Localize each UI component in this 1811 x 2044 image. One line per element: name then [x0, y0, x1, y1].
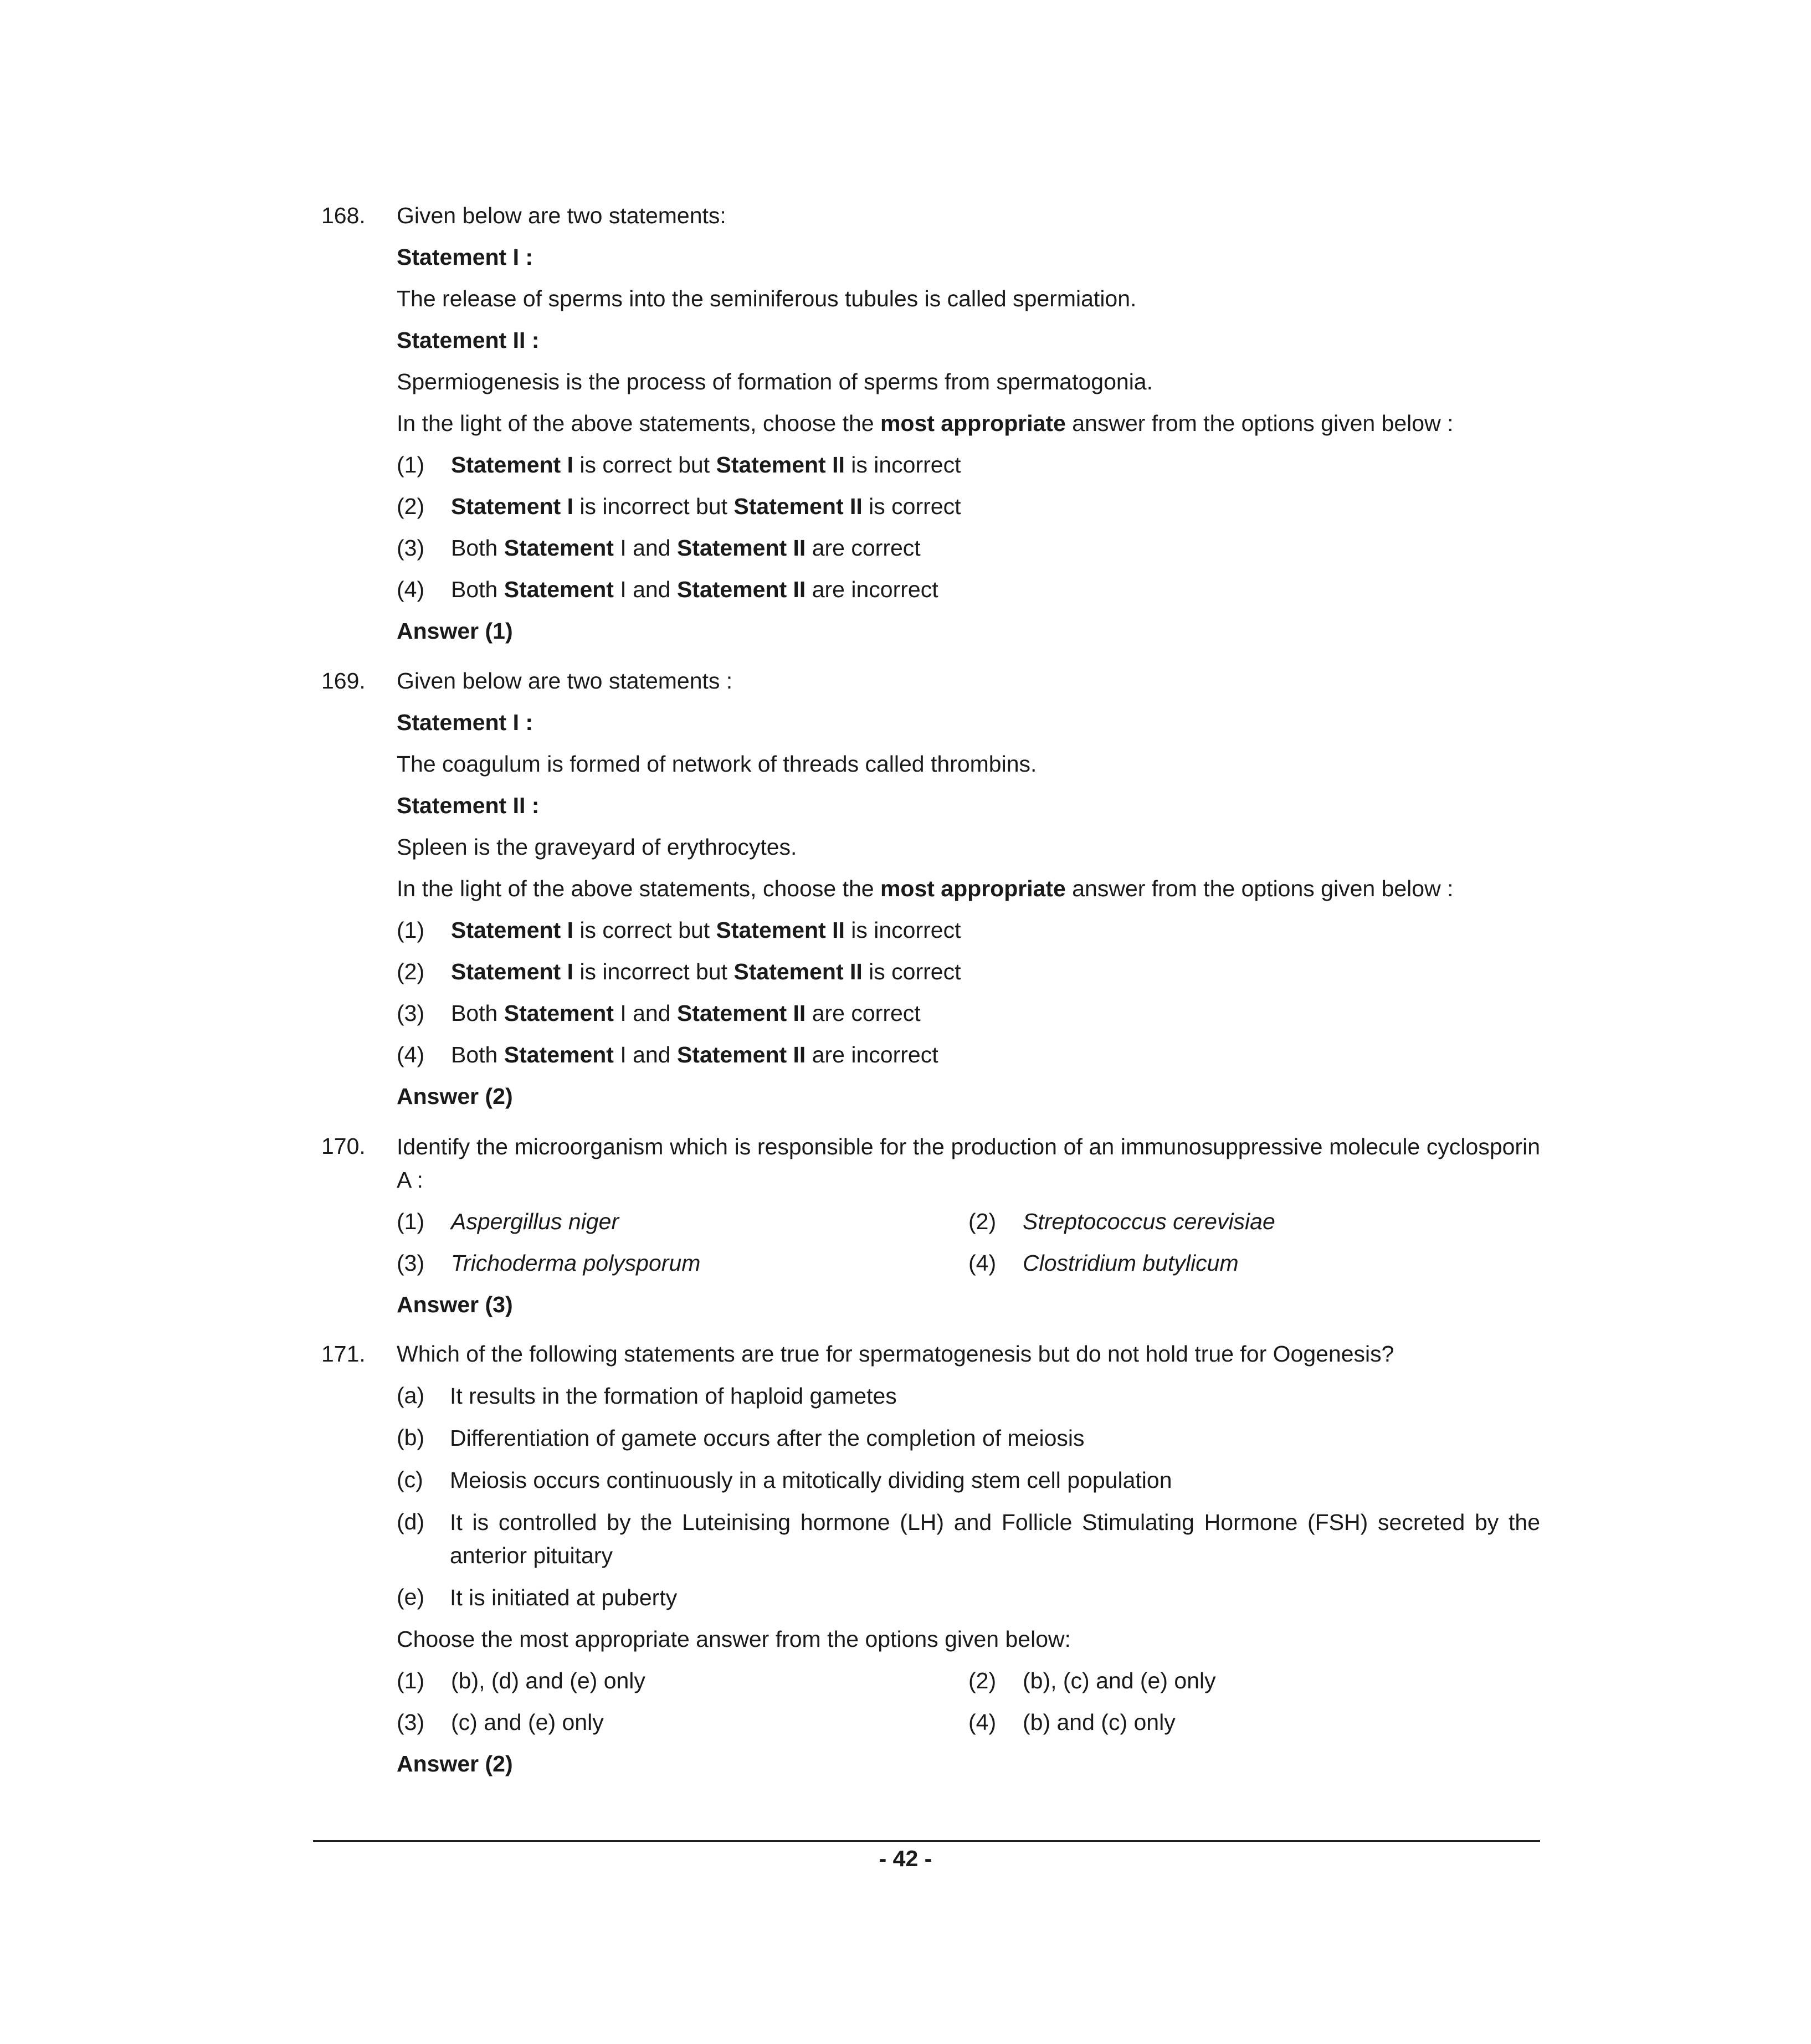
- statement-1-text: The release of sperms into the seminiferous tubules is called spermiation.: [397, 286, 1137, 311]
- option-4: (4) (b) and (c) only: [968, 1709, 1176, 1735]
- option-4: (4) Both Statement I and Statement II are incorrect: [397, 577, 938, 602]
- footer-divider: [313, 1840, 1540, 1842]
- question-169: [321, 660, 1540, 1117]
- statement-1-text: The coagulum is formed of network of threads called thrombins.: [397, 751, 1037, 777]
- question-168: [321, 195, 1540, 652]
- option-2: (2) Statement I is incorrect but Statement II is correct: [397, 494, 961, 519]
- question-prompt: In the light of the above statements, choose the most appropriate answer from the options given below :: [397, 410, 1454, 436]
- question-intro: Given below are two statements :: [397, 668, 733, 694]
- option-3: (3) Both Statement I and Statement II are correct: [397, 535, 921, 561]
- answer-label: Answer (1): [397, 618, 513, 644]
- option-4: (4) Clostridium butylicum: [968, 1250, 1239, 1276]
- option-3: (3) Trichoderma polysporum: [397, 1250, 701, 1276]
- question-prompt: In the light of the above statements, choose the most appropriate answer from the options given below :: [397, 876, 1454, 901]
- list-item: (e) It is initiated at puberty: [397, 1584, 678, 1610]
- option-3: (3) (c) and (e) only: [397, 1709, 604, 1735]
- question-text: Identify the microorganism which is responsible for the production of an immunosuppressive molecule cyclosporin A :: [397, 1134, 1540, 1193]
- option-1: (1) Aspergillus niger: [397, 1209, 619, 1234]
- page-number: - 42 -: [879, 1846, 932, 1871]
- statement-2-text: Spermiogenesis is the process of formation of sperms from spermatogonia.: [397, 369, 1153, 394]
- question-prompt: Choose the most appropriate answer from the options given below:: [397, 1626, 1071, 1652]
- list-item: (a) It results in the formation of haploid gametes: [397, 1383, 897, 1409]
- question-171: [321, 1333, 1540, 1785]
- question-number: 168.: [321, 203, 366, 228]
- question-number: 171.: [321, 1341, 366, 1367]
- statement-2-heading: Statement II :: [397, 793, 540, 818]
- statement-1-heading: Statement I :: [397, 710, 533, 735]
- option-2: (2) Streptococcus cerevisiae: [968, 1209, 1275, 1234]
- option-1: (1) Statement I is correct but Statement II is incorrect: [397, 452, 961, 477]
- answer-label: Answer (2): [397, 1751, 513, 1776]
- option-1: (1) (b), (d) and (e) only: [397, 1668, 645, 1693]
- option-2: (2) Statement I is incorrect but Statement II is correct: [397, 959, 961, 984]
- answer-label: Answer (3): [397, 1292, 513, 1317]
- question-number: 169.: [321, 668, 366, 694]
- statement-2-text: Spleen is the graveyard of erythrocytes.: [397, 834, 797, 860]
- options-row-2: [397, 1702, 1540, 1743]
- question-body: [397, 195, 1540, 652]
- list-item: (b) Differentiation of gamete occurs after the completion of meiosis: [397, 1425, 1085, 1451]
- option-3: (3) Both Statement I and Statement II are correct: [397, 1000, 921, 1026]
- statement-1-heading: Statement I :: [397, 244, 533, 270]
- question-body: [397, 1333, 1540, 1785]
- option-2: (2) (b), (c) and (e) only: [968, 1668, 1216, 1693]
- question-body: [397, 660, 1540, 1117]
- question-170: [321, 1126, 1540, 1326]
- question-body: [397, 1126, 1540, 1326]
- list-item: (c) Meiosis occurs continuously in a mitotically dividing stem cell population: [397, 1467, 1172, 1493]
- option-4: (4) Both Statement I and Statement II are incorrect: [397, 1042, 938, 1067]
- statement-list: [397, 1375, 1540, 1619]
- list-item: (d) It is controlled by the Luteinising hormone (LH) and Follicle Stimulating Hormone (FSH) secreted by the anterior pituitary: [397, 1509, 1540, 1568]
- options-row-1: [397, 1660, 1540, 1702]
- question-text: Which of the following statements are true for spermatogenesis but do not hold true for Oogenesis?: [397, 1341, 1394, 1367]
- answer-label: Answer (2): [397, 1083, 513, 1109]
- statement-2-heading: Statement II :: [397, 327, 540, 353]
- options-row-2: [397, 1242, 1540, 1284]
- option-1: (1) Statement I is correct but Statement II is incorrect: [397, 917, 961, 943]
- options-row-1: [397, 1201, 1540, 1242]
- question-number: 170.: [321, 1133, 366, 1159]
- question-intro: Given below are two statements:: [397, 203, 726, 228]
